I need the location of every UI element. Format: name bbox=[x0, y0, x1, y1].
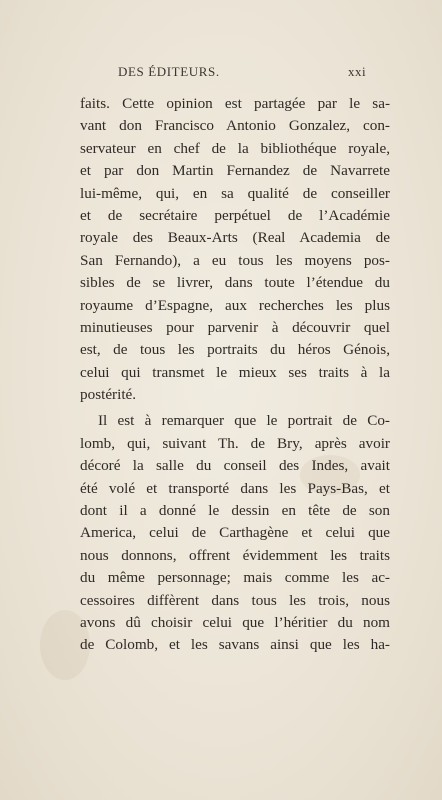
text-line: postérité. bbox=[80, 386, 137, 404]
text-line: America, celui de Carthagène et celui que bbox=[80, 524, 390, 542]
text-line: cessoires diffèrent dans tous les trois, nous bbox=[80, 591, 390, 609]
text-line: avons dû choisir celui que l’héritier du nom bbox=[80, 613, 390, 631]
text-line: lui-même, qui, en sa qualité de conseiller bbox=[80, 184, 390, 202]
text-line: vant don Francisco Antonio Gonzalez, con- bbox=[80, 117, 390, 135]
running-head bbox=[0, 64, 442, 82]
text-line: du même personnage; mais comme les ac- bbox=[80, 569, 390, 587]
text-line: décoré la salle du conseil des Indes, avait bbox=[80, 457, 390, 475]
text-line: de Colomb, et les savans ainsi que les ha- bbox=[80, 636, 390, 654]
text-line: et de secrétaire perpétuel de l’Académie bbox=[80, 206, 390, 224]
text-line: été volé et transporté dans les Pays-Bas, et bbox=[80, 479, 390, 497]
text-line: lomb, qui, suivant Th. de Bry, après avoir bbox=[80, 434, 390, 452]
text-line: et par don Martin Fernandez de Navarrete bbox=[80, 162, 390, 180]
running-title: DES ÉDITEURS. bbox=[118, 64, 220, 79]
page-number: xxi bbox=[348, 64, 367, 79]
text-line: servateur en chef de la bibliothéque royale, bbox=[80, 139, 390, 157]
text-line: dont il a donné le dessin en tête de son bbox=[80, 502, 390, 520]
text-line: faits. Cette opinion est partagée par le sa- bbox=[80, 95, 390, 112]
text-line: royaume d’Espagne, aux recherches les plus bbox=[80, 296, 390, 314]
text-line: royale des Beaux-Arts (Real Academia de bbox=[80, 229, 390, 247]
text-line: San Fernando), a eu tous les moyens pos- bbox=[80, 251, 390, 269]
text-line: Il est à remarquer que le portrait de Co- bbox=[98, 412, 390, 430]
text-line: sibles de se livrer, dans toute l’étendue du bbox=[80, 274, 390, 292]
body-text bbox=[80, 93, 390, 657]
text-line: nous donnons, offrent évidemment les traits bbox=[80, 546, 390, 564]
text-line: est, de tous les portraits du héros Génois, bbox=[80, 341, 390, 359]
text-line: celui qui transmet le mieux ses traits à la bbox=[80, 363, 390, 381]
text-line: minutieuses pour parvenir à découvrir quel bbox=[80, 318, 390, 336]
